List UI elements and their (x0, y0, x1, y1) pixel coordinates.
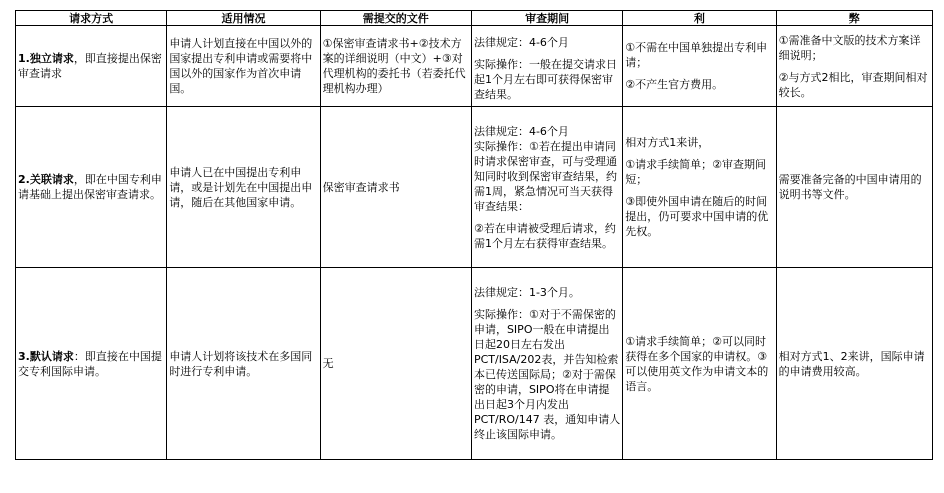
header-row (16, 11, 933, 26)
header-documents: 需提交的文件 (320, 11, 471, 26)
pros-cell: ①请求手续简单；②可以同时获得在多个国家的申请权。③可以使用英文作为申请文本的语言。 (623, 268, 776, 460)
cons-cell: 需要准备完备的中国申请用的说明书等文件。 (776, 107, 932, 268)
period-legal: 法律规定：4-6个月 (473, 35, 569, 49)
documents-cell: ①保密审查请求书+②技术方案的详细说明（中文）+③对代理机构的委托书（若委托代理机构办理） (320, 26, 471, 107)
header-cons: 弊 (776, 11, 932, 26)
period-practice: 实际操作：①若在提出申请同时请求保密审查，可与受理通知同时收到保密审查结果，约需1周，紧急情况可当天获得审查结果： (473, 139, 617, 213)
comparison-table (15, 10, 933, 460)
header-method: 请求方式 (16, 11, 167, 26)
situation-cell: 申请人计划将该技术在多国同时进行专利申请。 (167, 268, 320, 460)
pros-cell (623, 107, 776, 268)
pros-item: 相对方式1来讲， (625, 136, 710, 149)
period-cell (471, 26, 622, 107)
table-row (16, 107, 933, 268)
pros-item: ①不需在中国单独提出专利申请； (625, 41, 768, 69)
method-name: 2.关联请求 (18, 173, 74, 186)
header-pros: 利 (623, 11, 776, 26)
period-cell (471, 268, 622, 460)
method-cell (16, 107, 167, 268)
cons-cell: 相对方式1、2来讲，国际申请的申请费用较高。 (776, 268, 932, 460)
method-name: 3.默认请求 (18, 349, 74, 363)
header-situation: 适用情况 (167, 11, 320, 26)
pros-item: ①请求手续简单；②审查期间短； (625, 158, 766, 186)
cons-cell (776, 26, 932, 107)
period-practice: 实际操作：一般在提交请求日起1个月左右即可获得保密审查结果。 (473, 57, 617, 101)
method-desc: ，即在中国专利申请基础上提出保密审查请求。 (18, 173, 162, 201)
documents-cell: 保密审查请求书 (320, 107, 471, 268)
period-legal: 法律规定：1-3个月。 (473, 286, 580, 299)
period-legal: 法律规定：4-6个月 (473, 124, 569, 138)
cons-item: ①需准备中文版的技术方案详细说明； (778, 33, 921, 62)
period-practice-2: ②若在申请被受理后请求，约需1个月左右获得审查结果。 (473, 221, 616, 250)
pros-cell (623, 26, 776, 107)
documents-cell: 无 (320, 268, 471, 460)
situation-cell: 申请人计划直接在中国以外的国家提出专利申请或需要将中国以外的国家作为首次申请国。 (167, 26, 320, 107)
period-practice: 实际操作：①对于不需保密的申请，SIPO一般在申请提出日起20日左右发出PCT/ISA/202表，并告知检索本已传送国际局；②对于需保密的申请，SIPO将在申请提出日起3个月内发出PCT/RO/147 表，通知申请人终止该国际申请。 (473, 308, 621, 441)
pros-item: ②不产生官方费用。 (625, 78, 724, 91)
period-cell (471, 107, 622, 268)
method-desc: ，即直接提出保密审查请求 (18, 52, 162, 80)
method-desc: ：即直接在中国提交专利国际申请。 (18, 349, 162, 378)
table-row (16, 268, 933, 460)
table-row (16, 26, 933, 107)
method-cell (16, 268, 167, 460)
pros-item: ③即使外国申请在随后的时间提出，仍可要求中国申请的优先权。 (625, 195, 769, 238)
cons-item: ②与方式2相比，审查期间相对较长。 (778, 70, 928, 99)
method-name: 1.独立请求 (18, 52, 74, 65)
header-period: 审查期间 (471, 11, 622, 26)
situation-cell: 申请人已在中国提出专利申请，或是计划先在中国提出申请，随后在其他国家申请。 (167, 107, 320, 268)
method-cell (16, 26, 167, 107)
